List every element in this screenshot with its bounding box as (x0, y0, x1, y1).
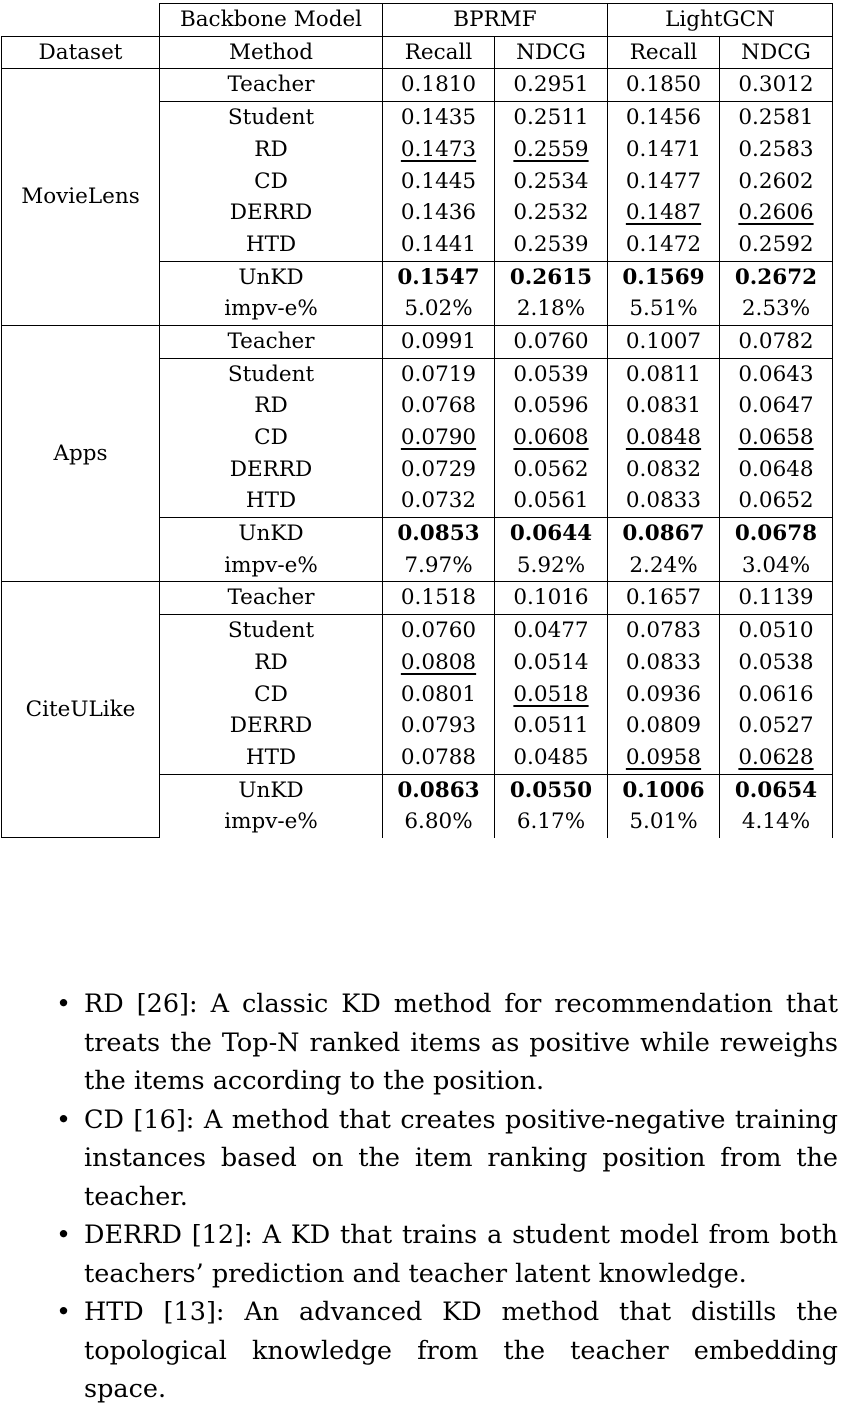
method-cell: DERRD (160, 197, 383, 229)
metric-value: 5.01% (629, 809, 698, 835)
metric-value-cell (383, 647, 495, 679)
method-cell: Student (160, 102, 383, 134)
metric-value-cell (720, 325, 833, 358)
metric-value: 0.0608 (513, 425, 589, 451)
method-cell: HTD (160, 229, 383, 261)
metric-value: 7.97% (404, 552, 473, 578)
metric-value-cell (495, 102, 608, 134)
metric-value-cell (383, 550, 495, 582)
metric-value: 0.2672 (734, 264, 818, 290)
metric-value: 0.0848 (625, 425, 702, 451)
metric-value: 0.0644 (509, 521, 593, 547)
metric-value: 0.1472 (625, 231, 702, 257)
method-item-rd (56, 985, 838, 1101)
metric-value-cell (720, 485, 833, 517)
metric-value-cell (383, 165, 495, 197)
metric-value: 0.0790 (400, 425, 477, 451)
metric-value: 0.1473 (400, 136, 477, 162)
metric-value-cell (495, 165, 608, 197)
metric-value: 0.0729 (400, 456, 477, 482)
method-cell: Teacher (160, 325, 383, 358)
metric-value: 0.0768 (400, 393, 477, 419)
metric-value-cell (608, 197, 720, 229)
method-description: DERRD [12]: A KD that trains a student model from both teachers’ prediction and teacher latent knowledge. (84, 1220, 838, 1289)
metric-value: 0.1810 (400, 72, 477, 98)
header-row-backbone (2, 4, 833, 37)
metric-value: 0.0518 (513, 681, 589, 707)
metric-value-cell (608, 261, 720, 293)
metric-value-cell (495, 582, 608, 615)
dataset-cell: Apps (2, 325, 160, 582)
metric-value: 0.0833 (625, 488, 702, 514)
metric-value: 0.0863 (397, 777, 480, 803)
metric-value: 0.0561 (513, 488, 589, 514)
dataset-cell: MovieLens (2, 69, 160, 326)
metric-value: 0.2511 (513, 105, 589, 131)
metric-value: 0.0801 (400, 681, 477, 707)
method-cell: Teacher (160, 582, 383, 615)
lightgcn-recall-header: Recall (608, 36, 720, 69)
metric-value-cell (608, 647, 720, 679)
metric-value-cell (608, 165, 720, 197)
metric-value: 0.0678 (734, 521, 818, 547)
metric-value-cell (383, 710, 495, 742)
bprmf-ndcg-header: NDCG (495, 36, 608, 69)
metric-value-cell (720, 518, 833, 550)
metric-value: 0.0936 (625, 681, 702, 707)
method-cell: RD (160, 390, 383, 422)
metric-value: 0.0538 (738, 649, 814, 675)
metric-value: 4.14% (741, 809, 811, 835)
metric-value: 0.0658 (738, 425, 814, 451)
dataset-cell: CiteULike (2, 582, 160, 838)
bullet-icon: • (56, 1220, 72, 1250)
metric-value-cell (608, 454, 720, 486)
metric-value-cell (383, 422, 495, 454)
metric-value: 0.0719 (400, 361, 477, 387)
metric-value-cell (383, 197, 495, 229)
backbone-model-header: Backbone Model (160, 4, 383, 37)
metric-value: 0.0853 (397, 521, 480, 547)
metric-value: 0.1435 (400, 105, 477, 131)
metric-value-cell (495, 550, 608, 582)
metric-value: 0.2615 (509, 264, 593, 290)
metric-value-cell (495, 485, 608, 517)
metric-value: 0.0539 (513, 361, 589, 387)
method-item-htd (56, 1293, 838, 1409)
metric-value: 0.0648 (738, 456, 814, 482)
method-cell: UnKD (160, 261, 383, 293)
metric-value-cell (608, 358, 720, 390)
metric-value: 0.0514 (513, 649, 589, 675)
metric-value-cell (608, 678, 720, 710)
metric-value: 0.1456 (625, 105, 702, 131)
metric-value-cell (608, 485, 720, 517)
metric-value: 0.0788 (400, 744, 477, 770)
metric-value-cell (383, 293, 495, 325)
metric-value: 0.1518 (400, 585, 477, 611)
metric-value-cell (495, 229, 608, 261)
metric-value-cell (720, 710, 833, 742)
method-header: Method (160, 36, 383, 69)
metric-value-cell (383, 261, 495, 293)
metric-value-cell (720, 165, 833, 197)
metric-value: 0.1436 (400, 200, 477, 226)
metric-value: 0.0760 (400, 618, 477, 644)
metric-value: 0.0616 (738, 681, 814, 707)
metric-value: 0.2581 (738, 105, 814, 131)
metric-value: 0.0793 (400, 713, 477, 739)
metric-value-cell (608, 615, 720, 647)
metric-value-cell (720, 69, 833, 102)
metric-value-cell (720, 647, 833, 679)
metric-value-cell (720, 582, 833, 615)
metric-value-cell (608, 229, 720, 261)
results-table (1, 3, 833, 838)
metric-value: 0.0562 (513, 456, 589, 482)
metric-value-cell (383, 229, 495, 261)
metric-value: 2.24% (629, 552, 698, 578)
dataset-header: Dataset (2, 36, 160, 69)
metric-value: 0.2592 (738, 231, 814, 257)
metric-value: 0.0782 (738, 328, 814, 354)
metric-value: 0.1007 (625, 328, 702, 354)
metric-value: 3.04% (741, 552, 811, 578)
metric-value-cell (495, 615, 608, 647)
method-cell: Teacher (160, 69, 383, 102)
method-cell: Student (160, 358, 383, 390)
metric-value: 0.2583 (738, 136, 814, 162)
metric-value-cell (608, 806, 720, 838)
metric-value-cell (383, 485, 495, 517)
metric-value-cell (720, 261, 833, 293)
metric-value-cell (720, 615, 833, 647)
metric-value-cell (383, 742, 495, 774)
metric-value: 0.0511 (513, 713, 589, 739)
metric-value: 0.2951 (513, 72, 589, 98)
metric-value: 0.0732 (400, 488, 477, 514)
metric-value: 0.0811 (625, 361, 702, 387)
method-cell: HTD (160, 485, 383, 517)
metric-value-cell (720, 806, 833, 838)
metric-value-cell (495, 647, 608, 679)
metric-value: 0.1657 (625, 585, 702, 611)
lightgcn-header: LightGCN (608, 4, 833, 37)
metric-value: 2.53% (741, 296, 811, 322)
table-row (2, 325, 833, 358)
metric-value: 5.92% (516, 552, 586, 578)
metric-value-cell (495, 710, 608, 742)
bprmf-recall-header: Recall (383, 36, 495, 69)
metric-value: 0.1850 (625, 72, 702, 98)
metric-value: 0.0867 (622, 521, 705, 547)
metric-value-cell (720, 293, 833, 325)
method-cell: CD (160, 422, 383, 454)
metric-value-cell (720, 550, 833, 582)
method-description: HTD [13]: An advanced KD method that distills the topological knowledge from the teacher embedding space. (84, 1297, 838, 1404)
method-item-cd (56, 1101, 838, 1217)
metric-value-cell (720, 678, 833, 710)
metric-value: 0.2539 (513, 231, 589, 257)
metric-value: 5.51% (629, 296, 698, 322)
metric-value-cell (383, 678, 495, 710)
metric-value: 0.1477 (625, 168, 702, 194)
metric-value-cell (720, 358, 833, 390)
metric-value-cell (608, 69, 720, 102)
metric-value-cell (495, 325, 608, 358)
metric-value: 0.1569 (622, 264, 705, 290)
metric-value: 0.1006 (622, 777, 705, 803)
bullet-icon: • (56, 1297, 72, 1327)
method-description: CD [16]: A method that creates positive-negative training instances based on the item ranking position from the teacher. (84, 1104, 838, 1212)
table-row (2, 582, 833, 615)
metric-value-cell (608, 422, 720, 454)
metric-value-cell (720, 454, 833, 486)
metric-value-cell (608, 710, 720, 742)
metric-value-cell (383, 582, 495, 615)
metric-value-cell (608, 390, 720, 422)
metric-value: 0.1445 (400, 168, 477, 194)
method-cell: impv-e% (160, 293, 383, 325)
metric-value: 0.0652 (738, 488, 814, 514)
bullet-icon: • (56, 989, 72, 1019)
metric-value: 0.0628 (738, 744, 814, 770)
lightgcn-ndcg-header: NDCG (720, 36, 833, 69)
metric-value: 0.0643 (738, 361, 814, 387)
metric-value: 0.0510 (738, 618, 814, 644)
metric-value-cell (495, 69, 608, 102)
method-cell: DERRD (160, 710, 383, 742)
method-cell: Student (160, 615, 383, 647)
method-cell: impv-e% (160, 806, 383, 838)
metric-value-cell (383, 325, 495, 358)
method-cell: UnKD (160, 518, 383, 550)
metric-value-cell (383, 69, 495, 102)
metric-value: 0.0991 (400, 328, 477, 354)
method-cell: HTD (160, 742, 383, 774)
metric-value-cell (495, 742, 608, 774)
metric-value-cell (720, 774, 833, 806)
metric-value: 0.1547 (397, 264, 480, 290)
header-row-metrics (2, 36, 833, 69)
metric-value-cell (383, 390, 495, 422)
method-cell: CD (160, 678, 383, 710)
metric-value: 0.1487 (625, 200, 702, 226)
metric-value-cell (720, 102, 833, 134)
metric-value: 0.0832 (625, 456, 702, 482)
metric-value: 0.3012 (738, 72, 814, 98)
metric-value: 0.1471 (625, 136, 702, 162)
metric-value-cell (720, 390, 833, 422)
metric-value: 0.0809 (625, 713, 702, 739)
metric-value-cell (608, 742, 720, 774)
metric-value-cell (495, 678, 608, 710)
metric-value-cell (383, 615, 495, 647)
method-item-derrd (56, 1216, 838, 1293)
metric-value: 2.18% (516, 296, 586, 322)
metric-value: 0.0958 (625, 744, 702, 770)
metric-value-cell (383, 102, 495, 134)
method-cell: UnKD (160, 774, 383, 806)
metric-value-cell (383, 358, 495, 390)
method-description: RD [26]: A classic KD method for recommendation that treats the Top-N ranked items as positive while reweighs the items according to the position. (84, 989, 838, 1096)
table-body (2, 69, 833, 838)
metric-value-cell (495, 390, 608, 422)
metric-value: 0.2559 (513, 136, 589, 162)
metric-value-cell (383, 454, 495, 486)
metric-value-cell (383, 518, 495, 550)
metric-value: 0.0831 (625, 393, 702, 419)
method-cell: RD (160, 134, 383, 166)
metric-value: 0.0527 (738, 713, 814, 739)
metric-value-cell (495, 518, 608, 550)
metric-value-cell (608, 582, 720, 615)
bullet-icon: • (56, 1104, 72, 1135)
metric-value-cell (608, 102, 720, 134)
metric-value: 0.0647 (738, 393, 814, 419)
metric-value: 0.2534 (513, 168, 589, 194)
metric-value-cell (495, 293, 608, 325)
metric-value-cell (495, 134, 608, 166)
metric-value: 0.0477 (513, 618, 589, 644)
method-cell: impv-e% (160, 550, 383, 582)
corner-cell (2, 4, 160, 37)
method-cell: RD (160, 647, 383, 679)
metric-value-cell (495, 261, 608, 293)
metric-value-cell (608, 774, 720, 806)
metric-value-cell (383, 774, 495, 806)
metric-value: 5.02% (404, 296, 473, 322)
metric-value: 0.0760 (513, 328, 589, 354)
metric-value: 0.2606 (738, 200, 814, 226)
metric-value-cell (720, 742, 833, 774)
metric-value-cell (720, 422, 833, 454)
metric-value-cell (720, 134, 833, 166)
metric-value: 0.1016 (513, 585, 589, 611)
metric-value: 0.2532 (513, 200, 589, 226)
metric-value: 0.0550 (509, 777, 593, 803)
metric-value-cell (720, 197, 833, 229)
method-cell: DERRD (160, 454, 383, 486)
metric-value-cell (495, 806, 608, 838)
metric-value-cell (383, 806, 495, 838)
metric-value-cell (608, 550, 720, 582)
metric-value: 6.80% (404, 809, 473, 835)
metric-value-cell (495, 774, 608, 806)
baseline-methods-list (56, 985, 838, 1409)
metric-value: 6.17% (516, 809, 586, 835)
metric-value: 0.1139 (738, 585, 814, 611)
metric-value-cell (383, 134, 495, 166)
metric-value: 0.0833 (625, 649, 702, 675)
metric-value-cell (608, 325, 720, 358)
metric-value: 0.0808 (400, 649, 477, 675)
metric-value-cell (608, 293, 720, 325)
metric-value: 0.0654 (734, 777, 818, 803)
metric-value: 0.2602 (738, 168, 814, 194)
metric-value-cell (495, 358, 608, 390)
metric-value: 0.0783 (625, 618, 702, 644)
metric-value-cell (608, 134, 720, 166)
metric-value: 0.1441 (400, 231, 477, 257)
metric-value-cell (720, 229, 833, 261)
metric-value: 0.0485 (513, 744, 589, 770)
metric-value-cell (495, 422, 608, 454)
metric-value: 0.0596 (513, 393, 589, 419)
metric-value-cell (608, 518, 720, 550)
table-row (2, 69, 833, 102)
method-cell: CD (160, 165, 383, 197)
metric-value-cell (495, 197, 608, 229)
bprmf-header: BPRMF (383, 4, 608, 37)
metric-value-cell (495, 454, 608, 486)
